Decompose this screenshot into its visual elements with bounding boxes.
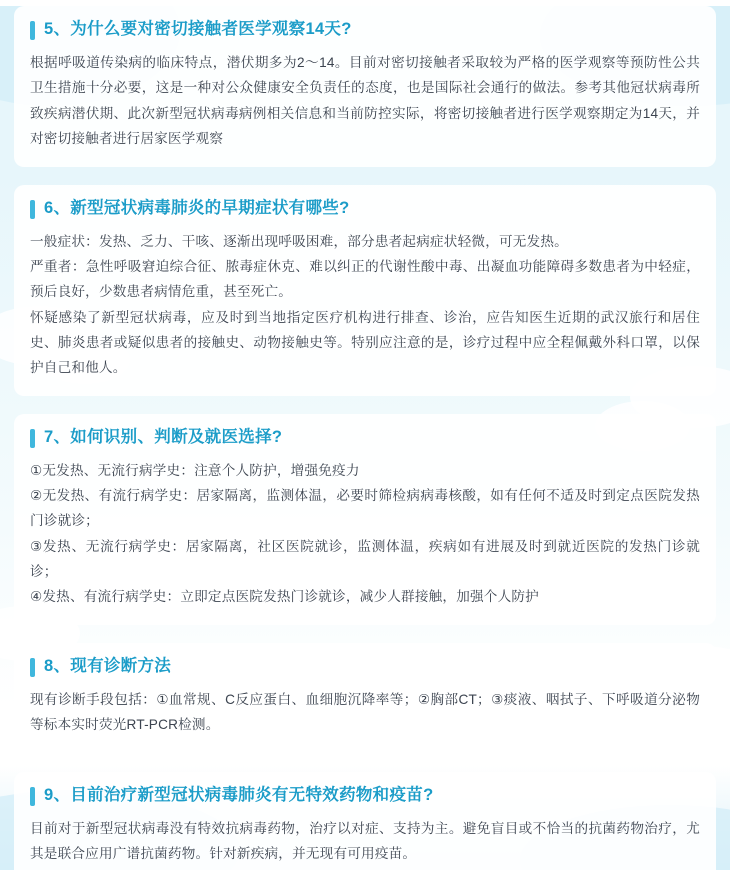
faq-paragraph: 一般症状：发热、乏力、干咳、逐渐出现呼吸困难，部分患者起病症状轻微，可无发热。 bbox=[30, 234, 568, 250]
faq-question-header bbox=[30, 18, 700, 40]
faq-paragraph: ③发热、无流行病学史：居家隔离，社区医院就诊，监测体温，疾病如有进展及时到就近医院的发热门诊就诊； bbox=[30, 538, 700, 579]
faq-question-title bbox=[44, 426, 282, 448]
faq-paragraph: 怀疑感染了新型冠状病毒，应及时到当地指定医疗机构进行排查、诊治，应告知医生近期的武汉旅行和居住史、肺炎患者或疑似患者的接触史、动物接触史等。特别应注意的是，诊疗过程中应全程佩戴外科口罩，以保护自己和他人。 bbox=[30, 309, 700, 375]
faq-document bbox=[0, 6, 730, 882]
faq-question-header bbox=[30, 426, 700, 448]
faq-question-header bbox=[30, 655, 700, 677]
faq-question-title bbox=[44, 655, 171, 677]
faq-section bbox=[14, 414, 716, 625]
faq-question-header bbox=[30, 784, 700, 806]
faq-question-title bbox=[44, 18, 352, 40]
accent-bar-icon bbox=[30, 787, 35, 806]
faq-paragraph: 现有诊断手段包括：①血常规、C反应蛋白、血细胞沉降率等；②胸部CT；③痰液、咽拭子、下呼吸道分泌物等标本实时荧光RT-PCR检测。 bbox=[30, 692, 700, 733]
faq-answer-body bbox=[30, 816, 700, 866]
faq-question-header bbox=[30, 197, 700, 219]
faq-question-text: 新型冠状病毒肺炎的早期症状有哪些? bbox=[70, 198, 350, 217]
faq-question-number: 7、 bbox=[44, 427, 71, 446]
faq-question-text: 为什么要对密切接触者医学观察14天? bbox=[70, 20, 352, 38]
faq-answer-body bbox=[30, 458, 700, 609]
faq-question-title bbox=[44, 197, 349, 219]
faq-question-title bbox=[44, 784, 433, 806]
faq-paragraph: ①无发热、无流行病学史：注意个人防护，增强免疫力 bbox=[30, 463, 360, 479]
faq-paragraph: 严重者：急性呼吸窘迫综合征、脓毒症休克、难以纠正的代谢性酸中毒、出凝血功能障碍多数患者为中轻症，预后良好，少数患者病情危重，甚至死亡。 bbox=[30, 259, 700, 300]
faq-section bbox=[14, 185, 716, 396]
faq-paragraph: ②无发热、有流行病学史：居家隔离，监测体温，必要时筛检病病毒核酸，如有任何不适及时到定点医院发热门诊就诊； bbox=[30, 488, 700, 529]
faq-question-text: 现有诊断方法 bbox=[70, 657, 172, 676]
faq-paragraph: 根据呼吸道传染病的临床特点，潜伏期多为2～14。目前对密切接触者采取较为严格的医学观察等预防性公共卫生措施十分必要，这是一种对公众健康安全负责任的态度，也是国际社会通行的做法。参考其他冠状病毒所致疾病潜伏期、此次新型冠状病毒病例相关信息和当前防控实际，将密切接触者进行医学观察期定为14天，并对密切接触者进行居家医学观察 bbox=[30, 55, 700, 146]
faq-question-number: 6、 bbox=[44, 198, 71, 217]
accent-bar-icon bbox=[30, 21, 35, 40]
faq-question-number: 9、 bbox=[44, 785, 71, 804]
faq-section bbox=[14, 772, 716, 882]
faq-paragraph: 目前对于新型冠状病毒没有特效抗病毒药物，治疗以对症、支持为主。避免盲目或不恰当的抗菌药物治疗，尤其是联合应用广谱抗菌药物。针对新疾病，并无现有可用疫苗。 bbox=[30, 820, 700, 861]
faq-question-text: 如何识别、判断及就医选择? bbox=[70, 427, 283, 446]
faq-section bbox=[14, 643, 716, 754]
accent-bar-icon bbox=[30, 200, 35, 219]
faq-section bbox=[14, 6, 716, 167]
accent-bar-icon bbox=[30, 429, 35, 448]
faq-question-text: 目前治疗新型冠状病毒肺炎有无特效药物和疫苗? bbox=[70, 785, 434, 804]
faq-answer-body bbox=[30, 50, 700, 151]
accent-bar-icon bbox=[30, 658, 35, 677]
faq-answer-body bbox=[30, 687, 700, 737]
faq-question-number: 5、 bbox=[44, 20, 71, 38]
faq-paragraph: ④发热、有流行病学史：立即定点医院发热门诊就诊，减少人群接触，加强个人防护 bbox=[30, 588, 539, 604]
faq-question-number: 8、 bbox=[44, 657, 71, 676]
faq-answer-body bbox=[30, 229, 700, 380]
